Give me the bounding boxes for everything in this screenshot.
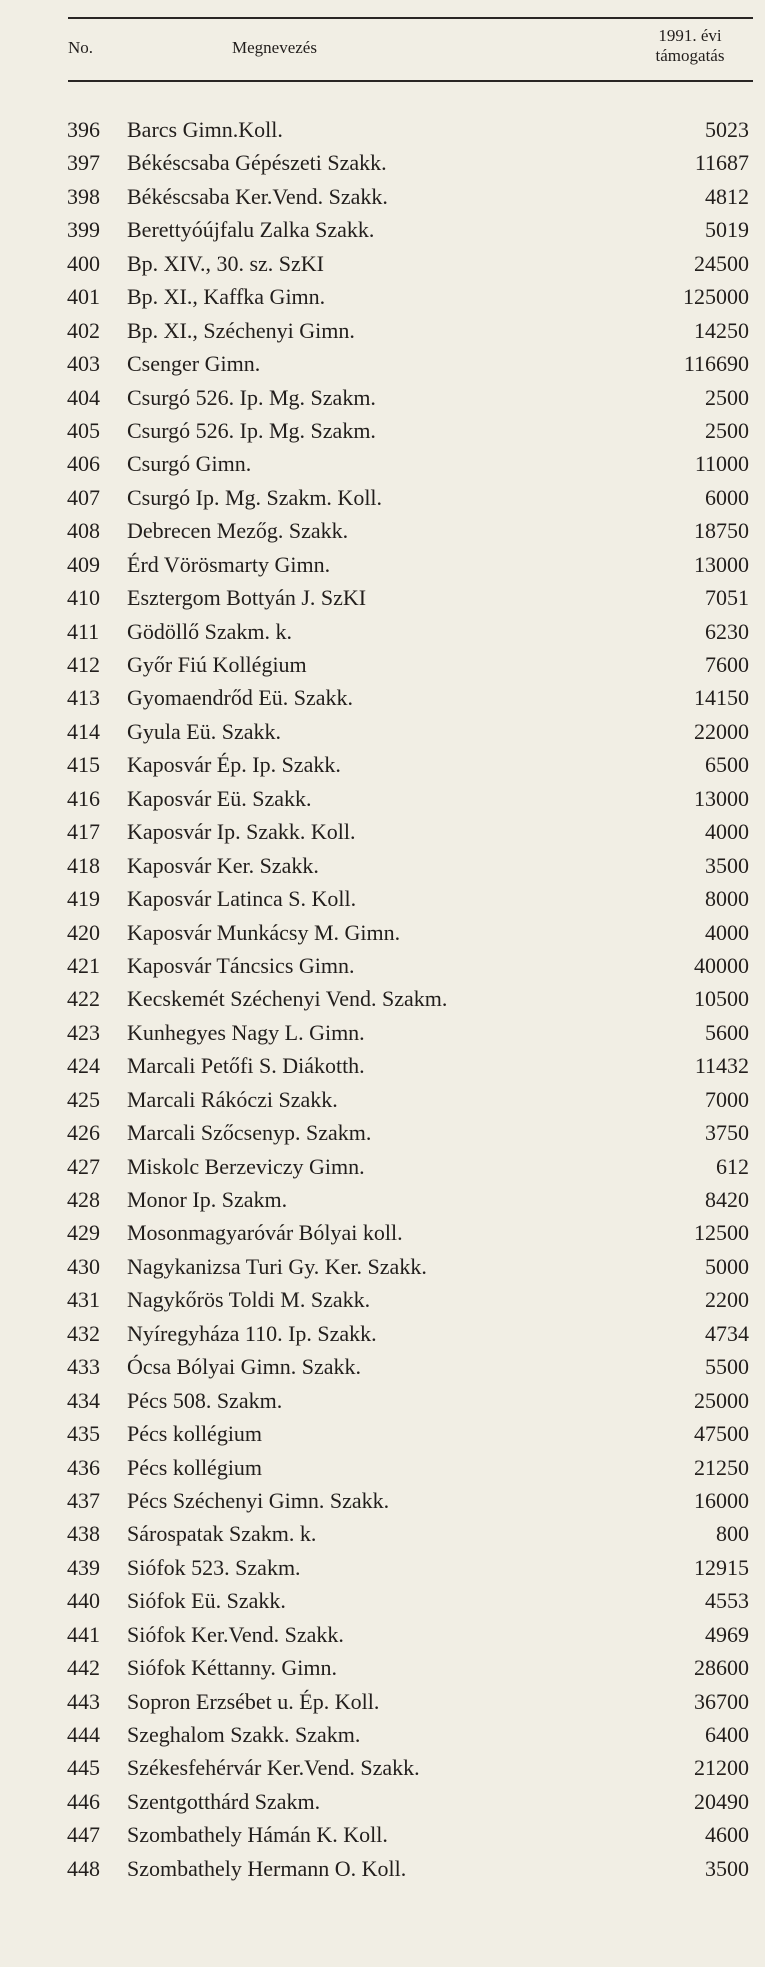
table-row	[0, 347, 765, 380]
header-name: Megnevezés	[232, 38, 317, 57]
row-name: Siófok Ker.Vend. Szakk.	[127, 1621, 344, 1647]
row-name: Békéscsaba Ker.Vend. Szakk.	[127, 183, 388, 209]
row-amount: 3500	[705, 1855, 749, 1881]
row-amount: 28600	[694, 1655, 749, 1681]
table-row	[0, 581, 765, 614]
row-number: 438	[67, 1521, 100, 1547]
row-number: 396	[67, 117, 100, 142]
row-amount: 25000	[694, 1387, 749, 1413]
row-number: 448	[67, 1855, 100, 1881]
row-number: 423	[67, 1019, 100, 1045]
row-name: Mosonmagyaróvár Bólyai koll.	[127, 1220, 403, 1246]
row-amount: 125000	[683, 284, 749, 310]
row-name: Pécs kollégium	[127, 1454, 263, 1480]
table-row	[0, 982, 765, 1015]
row-number: 406	[67, 451, 100, 477]
row-name: Debrecen Mezőg. Szakk.	[127, 518, 349, 544]
row-number: 433	[67, 1354, 100, 1380]
row-amount: 4000	[705, 819, 749, 845]
table-row	[0, 1618, 765, 1651]
table-row	[0, 949, 765, 982]
row-name: Nagykanizsa Turi Gy. Ker. Szakk.	[127, 1253, 427, 1279]
row-number: 418	[67, 852, 100, 878]
table-row	[0, 1216, 765, 1249]
row-number: 414	[67, 718, 100, 744]
row-amount: 6400	[705, 1722, 749, 1747]
row-amount: 5600	[705, 1019, 749, 1045]
row-name: Kaposvár Táncsics Gimn.	[127, 952, 355, 978]
row-name: Csurgó 526. Ip. Mg. Szakm.	[127, 384, 376, 410]
row-name: Kecskemét Széchenyi Vend. Szakm.	[127, 986, 448, 1012]
header-number: No.	[68, 38, 94, 57]
table-row	[0, 1150, 765, 1183]
row-number: 404	[67, 384, 100, 410]
table-row	[0, 748, 765, 781]
row-amount: 22000	[694, 718, 749, 744]
row-name: Békéscsaba Gépészeti Szakk.	[127, 150, 387, 176]
table-row	[0, 1283, 765, 1316]
row-name: Pécs 508. Szakm.	[127, 1387, 283, 1413]
row-amount: 18750	[694, 518, 749, 544]
row-amount: 12915	[694, 1554, 749, 1580]
row-name: Kaposvár Munkácsy M. Gimn.	[127, 919, 401, 945]
row-name: Sárospatak Szakm. k.	[127, 1521, 317, 1547]
row-number: 420	[67, 919, 100, 945]
row-amount: 8420	[705, 1187, 749, 1212]
row-amount: 11687	[694, 150, 749, 176]
table-row	[0, 648, 765, 681]
row-name: Csenger Gimn.	[127, 351, 261, 377]
row-number: 403	[67, 351, 100, 377]
row-amount: 20490	[694, 1788, 749, 1814]
table-row	[0, 280, 765, 313]
row-name: Szentgotthárd Szakm.	[127, 1788, 321, 1814]
table-row	[0, 1517, 765, 1550]
row-amount: 12500	[694, 1220, 749, 1246]
row-amount: 7051	[705, 585, 749, 611]
table-row	[0, 1584, 765, 1617]
row-amount: 2500	[705, 417, 749, 443]
table-row	[0, 414, 765, 447]
row-number: 434	[67, 1387, 100, 1413]
table-row	[0, 1049, 765, 1082]
table-row	[0, 715, 765, 748]
table-row	[0, 1785, 765, 1818]
row-name: Siófok Kéttanny. Gimn.	[127, 1655, 337, 1681]
row-number: 430	[67, 1253, 100, 1279]
row-number: 400	[67, 250, 100, 276]
row-number: 435	[67, 1421, 100, 1447]
row-number: 441	[67, 1621, 100, 1647]
table-row	[0, 447, 765, 480]
row-number: 407	[67, 484, 100, 510]
header-amount-line2: támogatás	[655, 46, 725, 65]
table-row	[0, 849, 765, 882]
row-number: 447	[67, 1822, 100, 1848]
table-row	[0, 1384, 765, 1417]
table-row	[0, 1751, 765, 1784]
row-name: Barcs Gimn.Koll.	[127, 117, 283, 142]
row-name: Gyula Eü. Szakk.	[127, 718, 281, 744]
row-name: Kaposvár Ip. Szakk. Koll.	[127, 819, 356, 845]
row-amount: 5019	[705, 217, 749, 243]
row-number: 417	[67, 819, 100, 845]
table-row	[0, 1116, 765, 1149]
table-body	[0, 113, 765, 1885]
row-amount: 3500	[705, 852, 749, 878]
header-amount-line1: 1991. évi	[658, 26, 722, 45]
row-amount: 7000	[705, 1086, 749, 1112]
row-amount: 21200	[694, 1755, 749, 1781]
row-name: Pécs Széchenyi Gimn. Szakk.	[127, 1487, 390, 1513]
row-name: Szombathely Hámán K. Koll.	[127, 1822, 388, 1848]
row-number: 411	[67, 618, 100, 644]
row-number: 413	[67, 685, 100, 711]
row-number: 409	[67, 551, 100, 577]
table-row	[0, 615, 765, 648]
row-name: Monor Ip. Szakm.	[127, 1187, 288, 1212]
row-amount: 2200	[705, 1287, 749, 1313]
row-name: Sopron Erzsébet u. Ép. Koll.	[127, 1688, 380, 1714]
row-number: 412	[67, 652, 100, 677]
row-amount: 5500	[705, 1354, 749, 1380]
row-number: 445	[67, 1755, 100, 1781]
row-number: 424	[67, 1053, 100, 1079]
row-amount: 21250	[694, 1454, 749, 1480]
row-number: 398	[67, 183, 100, 209]
row-amount: 13000	[694, 551, 749, 577]
table-row	[0, 1016, 765, 1049]
table-row	[0, 1651, 765, 1684]
row-name: Kaposvár Ép. Ip. Szakk.	[127, 752, 341, 778]
row-name: Kaposvár Ker. Szakk.	[127, 852, 319, 878]
row-amount: 800	[716, 1521, 749, 1547]
row-name: Kaposvár Latinca S. Koll.	[127, 886, 357, 912]
row-name: Bp. XI., Széchenyi Gimn.	[127, 317, 355, 343]
table-row	[0, 882, 765, 915]
row-number: 421	[67, 952, 100, 978]
row-name: Esztergom Bottyán J. SzKI	[127, 585, 367, 611]
table-row	[0, 815, 765, 848]
row-name: Csurgó Ip. Mg. Szakm. Koll.	[127, 484, 383, 510]
table-row	[0, 1451, 765, 1484]
row-name: Pécs kollégium	[127, 1421, 263, 1447]
row-amount: 4000	[705, 919, 749, 945]
table-row	[0, 1317, 765, 1350]
row-amount: 10500	[694, 986, 749, 1012]
row-name: Berettyóújfalu Zalka Szakk.	[127, 217, 375, 243]
row-amount: 612	[716, 1153, 749, 1179]
row-amount: 14150	[694, 685, 749, 711]
row-number: 431	[67, 1287, 100, 1313]
row-name: Székesfehérvár Ker.Vend. Szakk.	[127, 1755, 420, 1781]
row-amount: 4553	[705, 1588, 749, 1614]
row-name: Marcali Szőcsenyp. Szakm.	[127, 1120, 372, 1146]
row-name: Miskolc Berzeviczy Gimn.	[127, 1153, 365, 1179]
row-number: 442	[67, 1655, 100, 1681]
row-amount: 4812	[705, 183, 749, 209]
table-row	[0, 782, 765, 815]
row-amount: 14250	[694, 317, 749, 343]
table-top-rule	[68, 17, 753, 19]
row-number: 444	[67, 1722, 100, 1747]
row-number: 425	[67, 1086, 100, 1112]
row-name: Gödöllő Szakm. k.	[127, 618, 292, 644]
table-row	[0, 1685, 765, 1718]
table-row	[0, 916, 765, 949]
table-row	[0, 1350, 765, 1383]
row-amount: 11432	[694, 1053, 749, 1079]
row-name: Gyomaendrőd Eü. Szakk.	[127, 685, 354, 711]
table-row	[0, 1818, 765, 1851]
row-name: Siófok Eü. Szakk.	[127, 1588, 286, 1614]
table-row	[0, 1551, 765, 1584]
row-amount: 6000	[705, 484, 749, 510]
row-amount: 4969	[705, 1621, 749, 1647]
row-number: 439	[67, 1554, 100, 1580]
row-number: 428	[67, 1187, 100, 1212]
table-row	[0, 180, 765, 213]
table-header-rule	[68, 80, 753, 82]
row-number: 422	[67, 986, 100, 1012]
row-number: 408	[67, 518, 100, 544]
table-row	[0, 1484, 765, 1517]
row-name: Nagykőrös Toldi M. Szakk.	[127, 1287, 371, 1313]
table-row	[0, 1852, 765, 1885]
row-amount: 47500	[694, 1421, 749, 1447]
table-row	[0, 314, 765, 347]
row-amount: 8000	[705, 886, 749, 912]
table-row	[0, 1183, 765, 1216]
table-row	[0, 1417, 765, 1450]
row-amount: 3750	[705, 1120, 749, 1146]
row-name: Győr Fiú Kollégium	[127, 652, 307, 677]
row-amount: 116690	[683, 351, 749, 377]
row-name: Érd Vörösmarty Gimn.	[127, 551, 331, 577]
row-number: 401	[67, 284, 100, 310]
row-number: 440	[67, 1588, 100, 1614]
row-number: 419	[67, 886, 100, 912]
row-number: 415	[67, 752, 100, 778]
table-row	[0, 548, 765, 581]
table-row	[0, 481, 765, 514]
row-name: Bp. XI., Kaffka Gimn.	[127, 284, 326, 310]
row-amount: 36700	[694, 1688, 749, 1714]
row-number: 402	[67, 317, 100, 343]
row-amount: 16000	[694, 1487, 749, 1513]
row-number: 426	[67, 1120, 100, 1146]
row-amount: 11000	[694, 451, 749, 477]
row-number: 446	[67, 1788, 100, 1814]
row-amount: 6500	[705, 752, 749, 778]
table-row	[0, 514, 765, 547]
row-number: 427	[67, 1153, 100, 1179]
header-amount	[630, 26, 750, 66]
table-row	[0, 213, 765, 246]
row-amount: 2500	[705, 384, 749, 410]
row-name: Kunhegyes Nagy L. Gimn.	[127, 1019, 365, 1045]
row-amount: 13000	[694, 785, 749, 811]
row-number: 399	[67, 217, 100, 243]
table-row	[0, 247, 765, 280]
row-number: 405	[67, 417, 100, 443]
table-row	[0, 113, 765, 146]
row-number: 437	[67, 1487, 100, 1513]
row-number: 443	[67, 1688, 100, 1714]
row-name: Szeghalom Szakk. Szakm.	[127, 1722, 361, 1747]
row-number: 410	[67, 585, 100, 611]
row-amount: 5023	[705, 117, 749, 142]
row-name: Ócsa Bólyai Gimn. Szakk.	[127, 1354, 362, 1380]
table-row	[0, 1250, 765, 1283]
row-name: Nyíregyháza 110. Ip. Szakk.	[127, 1320, 377, 1346]
row-name: Csurgó Gimn.	[127, 451, 252, 477]
row-name: Marcali Rákóczi Szakk.	[127, 1086, 338, 1112]
row-amount: 4600	[705, 1822, 749, 1848]
row-amount: 7600	[705, 652, 749, 677]
row-number: 436	[67, 1454, 100, 1480]
table-row	[0, 1718, 765, 1751]
row-amount: 4734	[705, 1320, 749, 1346]
row-number: 416	[67, 785, 100, 811]
row-name: Siófok 523. Szakm.	[127, 1554, 301, 1580]
table-row	[0, 146, 765, 179]
table-row	[0, 681, 765, 714]
row-amount: 6230	[705, 618, 749, 644]
row-amount: 24500	[694, 250, 749, 276]
row-name: Marcali Petőfi S. Diákotth.	[127, 1053, 365, 1079]
row-name: Csurgó 526. Ip. Mg. Szakm.	[127, 417, 376, 443]
row-number: 432	[67, 1320, 100, 1346]
row-number: 397	[67, 150, 100, 176]
row-name: Kaposvár Eü. Szakk.	[127, 785, 312, 811]
table-row	[0, 381, 765, 414]
row-name: Szombathely Hermann O. Koll.	[127, 1855, 407, 1881]
table-row	[0, 1083, 765, 1116]
row-amount: 5000	[705, 1253, 749, 1279]
row-number: 429	[67, 1220, 100, 1246]
row-name: Bp. XIV., 30. sz. SzKI	[127, 250, 324, 276]
row-amount: 40000	[694, 952, 749, 978]
